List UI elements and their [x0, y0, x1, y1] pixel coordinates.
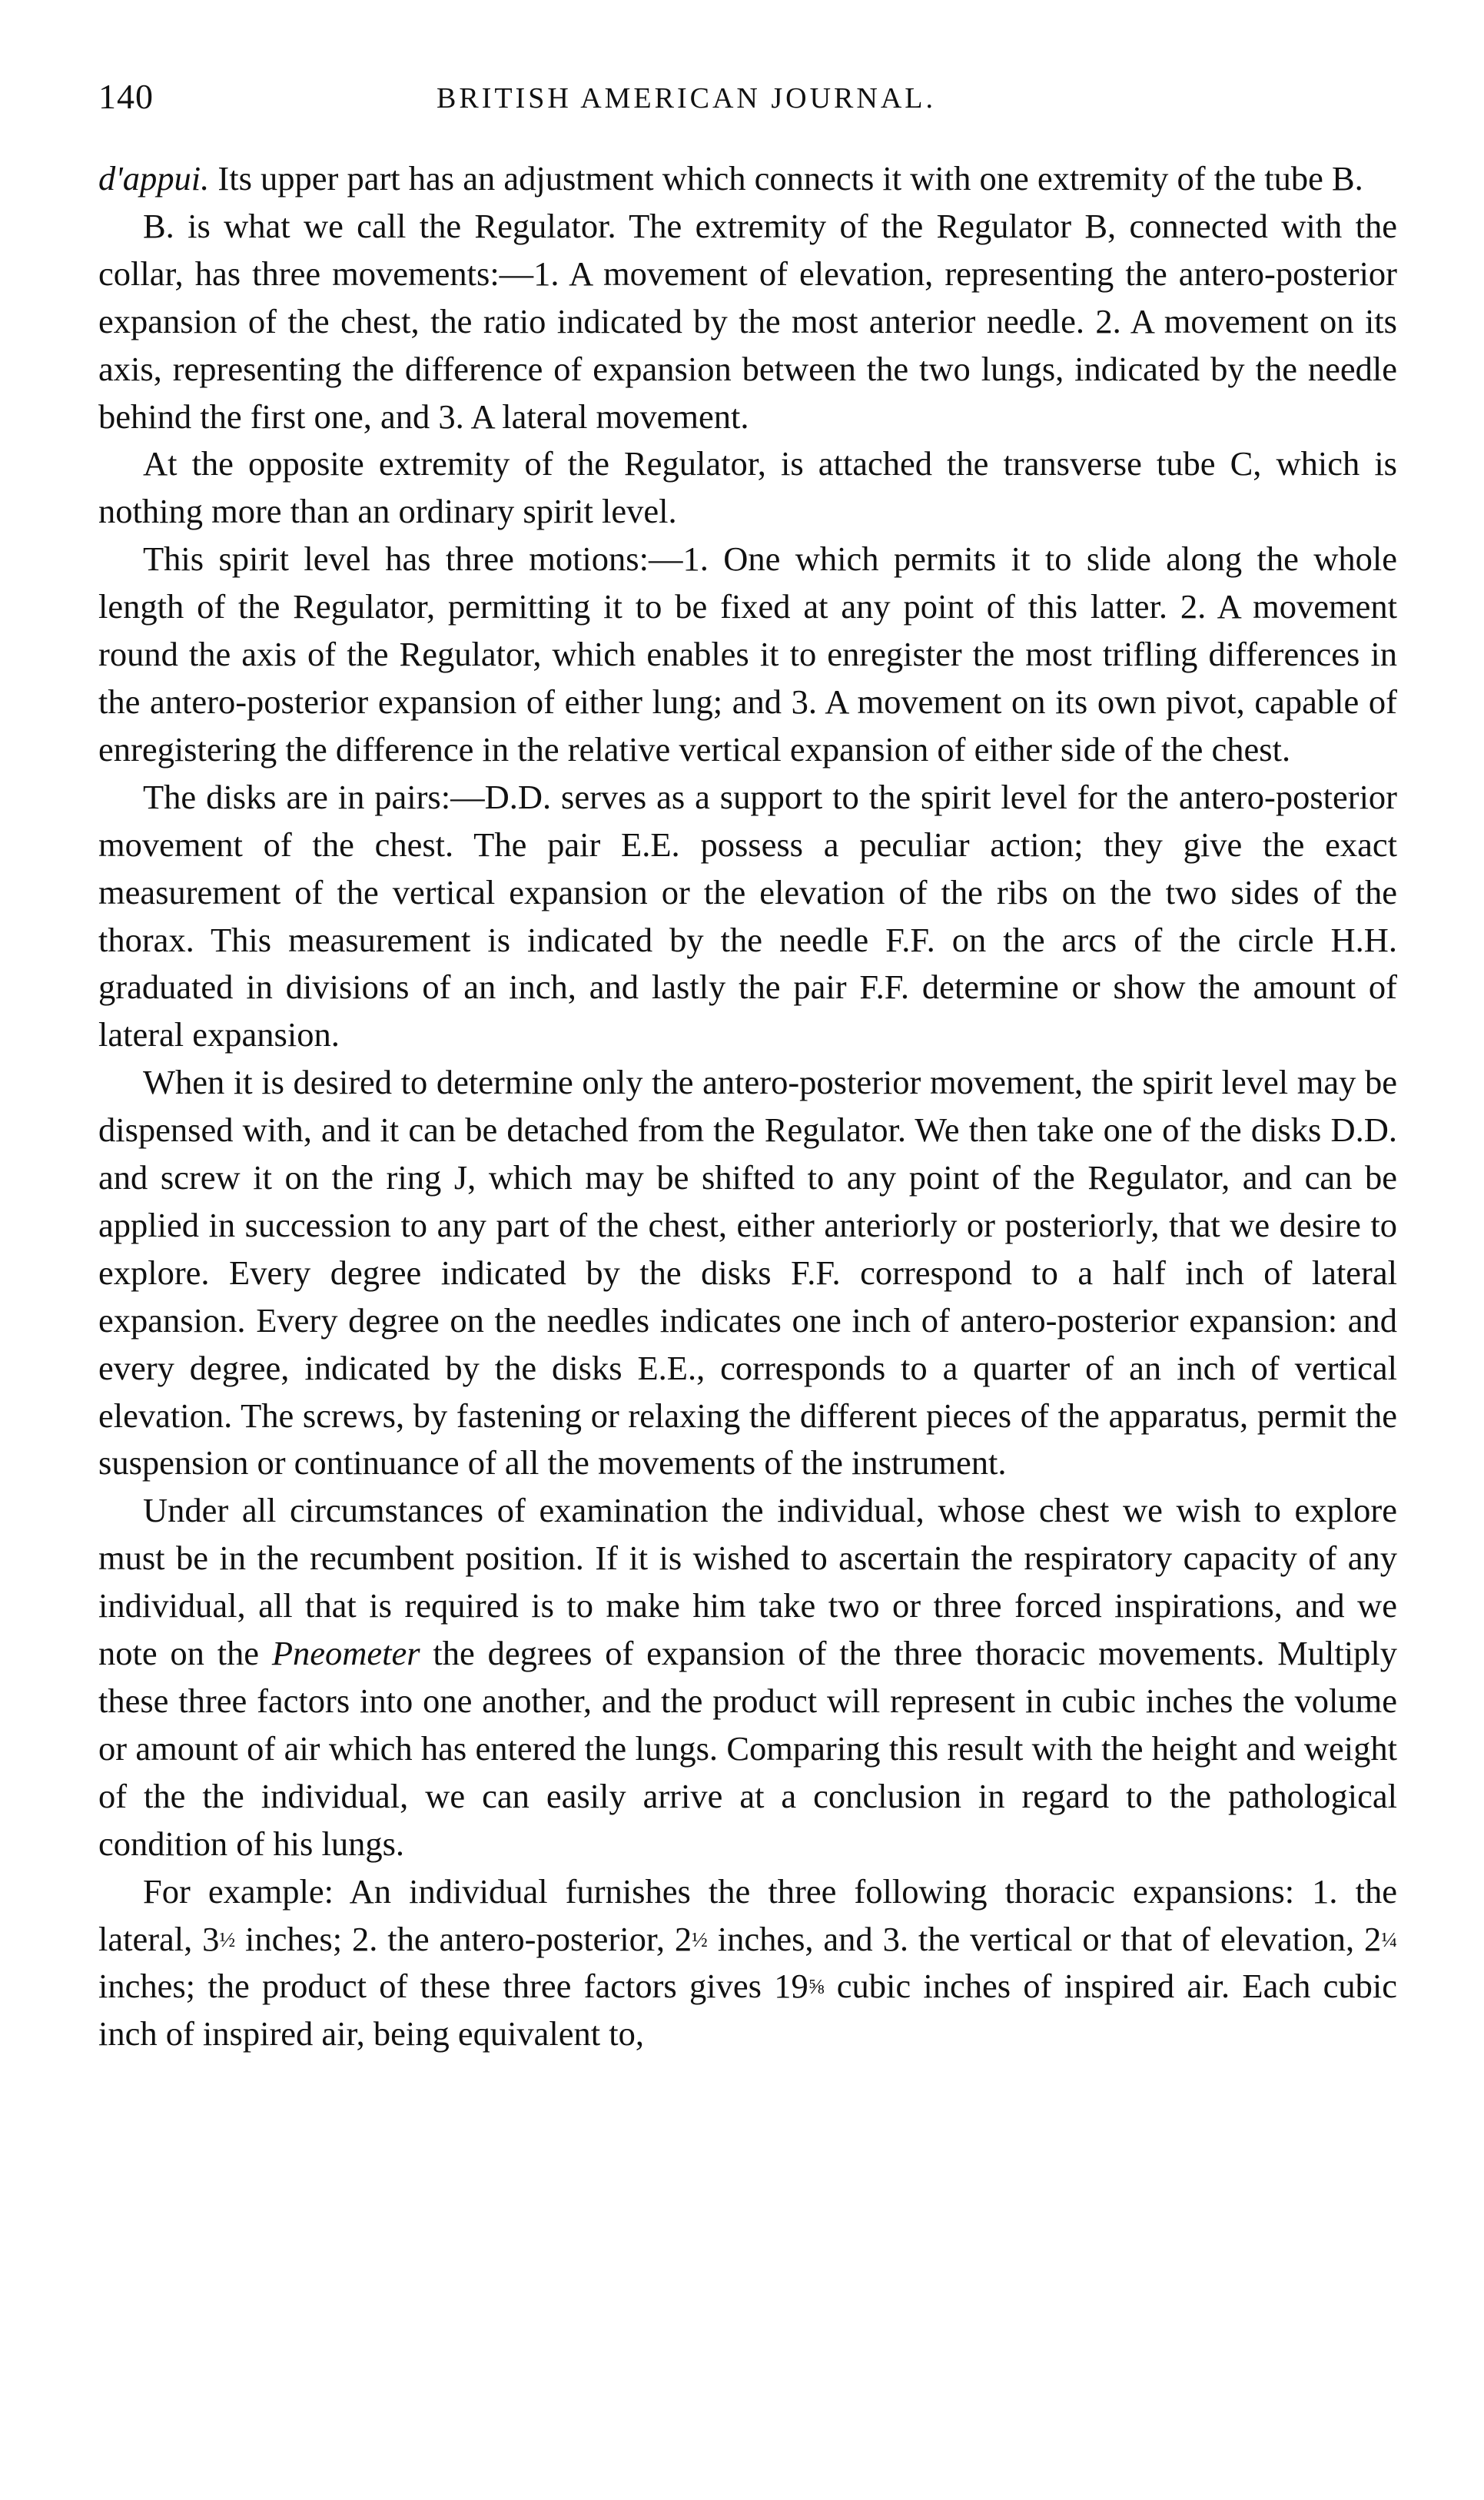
- fraction-antero-posterior: ½: [692, 1927, 708, 1951]
- article-body: [98, 155, 1397, 2058]
- paragraph-5: The disks are in pairs:—D.D. serves as a support to the spirit level for the antero-posterior movement of the chest. The pair E.E. possess a peculiar action; they give the exact measurement of the vertical expansion or the elevation of the ribs on the two sides of the thorax. This measurement is indicated by the needle F.F. on the arcs of the circle H.H. graduated in divisions of an inch, and lastly the pair F.F. determine or show the amount of lateral expansion.: [98, 777, 1397, 1054]
- pneometer-term: Pneometer: [271, 1634, 420, 1673]
- paragraph-7: [98, 1487, 1397, 1868]
- paragraph-2: B. is what we call the Regulator. The extremity of the Regulator B, connected with the collar, has three movements:—1. A movement of elevation, representing the antero-posterior expansion of the chest, the ratio indicated by the most anterior needle. 2. A movement on its axis, representing the difference of expansion between the two lungs, indicated by the needle behind the first one, and 3. A lateral movement.: [98, 206, 1397, 436]
- paragraph-6: When it is desired to determine only the antero-posterior movement, the spirit level may be dispensed with, and it can be detached from the Regulator. We then take one of the disks D.D. and screw it on the ring J, which may be shifted to any point of the Regulator, and can be applied in succession to any part of the chest, either anteriorly or posteriorly, that we desire to explore. Every degree indicated by the disks F.F. correspond to a half inch of lateral expansion. Every degree on the needles indicates one inch of antero-posterior expansion: and every degree, indicated by the disks E.E., corresponds to a quarter of an inch of vertical elevation. The screws, by fastening or relaxing the different pieces of the apparatus, permit the suspension or continuance of all the movements of the instrument.: [98, 1063, 1397, 1482]
- fraction-vertical: ¼: [1381, 1927, 1397, 1951]
- paragraph-8-text-e: cubic inches of inspired air. Each cubic inch of inspired air, being equivalent to,: [98, 1967, 1397, 2053]
- italic-lead-term: d'appui.: [98, 159, 210, 198]
- paragraph-8-text-b: inches; 2. the antero-posterior, 2: [235, 1919, 692, 1958]
- journal-title: BRITISH AMERICAN JOURNAL.: [437, 82, 936, 115]
- paragraph-8-text-d: inches; the product of these three factors gives 19: [98, 1967, 808, 2006]
- paragraph-3: At the opposite extremity of the Regulator, is attached the transverse tube C, which is nothing more than an ordinary spirit level.: [98, 444, 1397, 531]
- paragraph-7-text-b: the degrees of expansion of the three thoracic movements. Multiply these three factors into one another, and the product will represent in cubic inches the volume or amount of air which has entered the lungs. Comparing this result with the height and weight of the the individual, we can easily arrive at a conclusion in regard to the pathological condition of his lungs.: [98, 1634, 1398, 1863]
- paragraph-8-text-a: For example: An individual furnishes the three following thoracic expansions: 1. the lateral, 3: [98, 1871, 1397, 1958]
- paragraph-1: [98, 155, 1397, 203]
- paragraph-4: This spirit level has three motions:—1. One which permits it to slide along the whole length of the Regulator, permitting it to be fixed at any point of this latter. 2. A movement round the axis of the Regulator, which enables it to enregister the most trifling differences in the antero-posterior expansion of either lung; and 3. A movement on its own pivot, capable of enregistering the difference in the relative vertical expansion of either side of the chest.: [98, 540, 1397, 769]
- paragraph-8-text-c: inches, and 3. the vertical or that of elevation, 2: [707, 1919, 1382, 1958]
- fraction-lateral: ½: [219, 1927, 236, 1951]
- paragraph-8: [98, 1868, 1397, 2059]
- page-number: 140: [98, 77, 154, 116]
- paragraph-1-text: Its upper part has an adjustment which connects it with one extremity of the tube B.: [209, 159, 1363, 198]
- running-head: [98, 74, 1397, 128]
- paragraph-7-text-a: Under all circumstances of examination the individual, whose chest we wish to explore must be in the recumbent position. If it is wished to ascertain the respiratory capacity of any individual, all that is required is to make him take two or three forced inspirations, and we note on the: [98, 1491, 1397, 1673]
- fraction-product: ⅝: [808, 1974, 825, 1999]
